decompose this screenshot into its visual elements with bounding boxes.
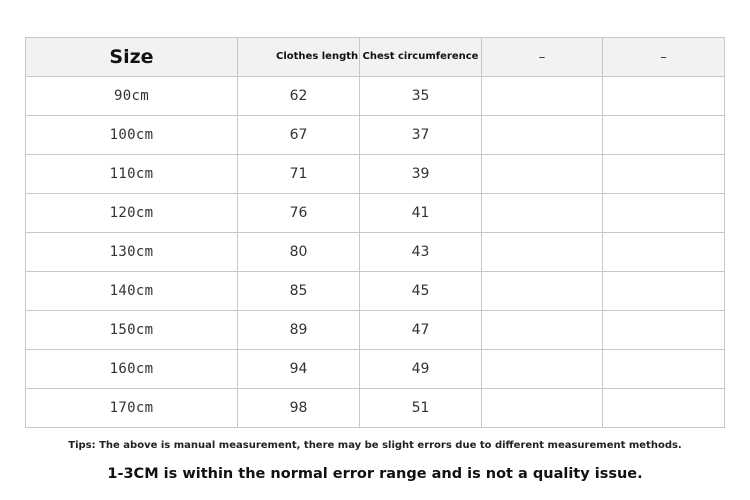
- clothes-length-cell: 80: [238, 233, 360, 272]
- header-size: Size: [26, 38, 238, 77]
- empty-cell-1: [482, 116, 603, 155]
- table-row: [26, 194, 725, 233]
- size-cell: 90cm: [26, 77, 238, 116]
- clothes-length-cell: 62: [238, 77, 360, 116]
- empty-cell-2: [603, 155, 725, 194]
- size-cell: 100cm: [26, 116, 238, 155]
- table-row: [26, 155, 725, 194]
- empty-cell-2: [603, 350, 725, 389]
- chest-cell: 37: [360, 116, 482, 155]
- size-cell: 140cm: [26, 272, 238, 311]
- header-empty-1: –: [482, 38, 603, 77]
- header-chest-circumference: Chest circumference: [360, 38, 482, 77]
- table-row: [26, 77, 725, 116]
- clothes-length-cell: 89: [238, 311, 360, 350]
- empty-cell-2: [603, 77, 725, 116]
- empty-cell-1: [482, 272, 603, 311]
- clothes-length-cell: 67: [238, 116, 360, 155]
- clothes-length-cell: 85: [238, 272, 360, 311]
- empty-cell-1: [482, 155, 603, 194]
- header-empty-2: –: [603, 38, 725, 77]
- empty-cell-2: [603, 389, 725, 428]
- empty-cell-1: [482, 233, 603, 272]
- table-row: [26, 272, 725, 311]
- chest-cell: 41: [360, 194, 482, 233]
- clothes-length-cell: 71: [238, 155, 360, 194]
- chest-cell: 35: [360, 77, 482, 116]
- empty-cell-1: [482, 350, 603, 389]
- empty-cell-2: [603, 116, 725, 155]
- chest-cell: 51: [360, 389, 482, 428]
- size-cell: 160cm: [26, 350, 238, 389]
- table-row: [26, 233, 725, 272]
- empty-cell-1: [482, 389, 603, 428]
- empty-cell-1: [482, 77, 603, 116]
- size-cell: 170cm: [26, 389, 238, 428]
- measurement-tips: Tips: The above is manual measurement, there may be slight errors due to different measurement methods.: [68, 440, 682, 451]
- table-row: [26, 311, 725, 350]
- size-chart-table: [25, 37, 725, 428]
- empty-cell-2: [603, 311, 725, 350]
- chest-cell: 39: [360, 155, 482, 194]
- table-row: [26, 116, 725, 155]
- size-cell: 120cm: [26, 194, 238, 233]
- chest-cell: 47: [360, 311, 482, 350]
- clothes-length-cell: 76: [238, 194, 360, 233]
- chest-cell: 49: [360, 350, 482, 389]
- table-row: [26, 350, 725, 389]
- empty-cell-2: [603, 194, 725, 233]
- chest-cell: 43: [360, 233, 482, 272]
- table-row: [26, 389, 725, 428]
- clothes-length-cell: 98: [238, 389, 360, 428]
- empty-cell-1: [482, 311, 603, 350]
- empty-cell-2: [603, 233, 725, 272]
- clothes-length-cell: 94: [238, 350, 360, 389]
- size-cell: 110cm: [26, 155, 238, 194]
- table-header-row: [26, 38, 725, 77]
- header-clothes-length: Clothes length: [238, 38, 360, 77]
- error-range-note: 1-3CM is within the normal error range and is not a quality issue.: [107, 466, 643, 482]
- empty-cell-2: [603, 272, 725, 311]
- chest-cell: 45: [360, 272, 482, 311]
- size-cell: 150cm: [26, 311, 238, 350]
- size-cell: 130cm: [26, 233, 238, 272]
- empty-cell-1: [482, 194, 603, 233]
